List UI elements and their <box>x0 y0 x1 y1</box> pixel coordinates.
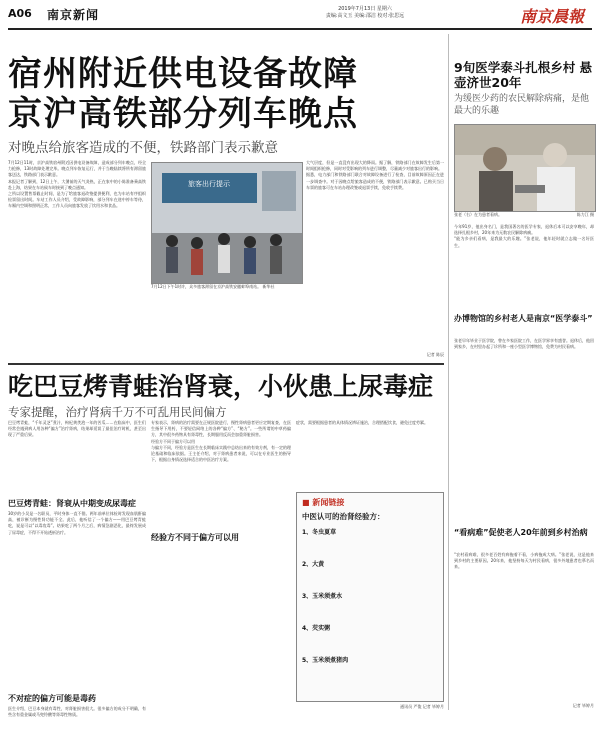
header-rule <box>8 28 592 30</box>
remedy-item: 5、玉米须煮猪肉 <box>302 657 349 664</box>
lead-body-col3: 大气层度，但是一直没有出现大的降雨。据了解，铁路部门在故障发生后第一时间组织抢修，同时对受影响的列车进行调整，尽量减少对旅客出行的影响。 据悉，电力部门和铁路部门联合对故障设备进行了检查，目前故障原因正在进一步调查中。对于因晚点给旅客造成的不便，铁路部门表示歉意。已购买当日车票的旅客可在车站办理改签或退票手续，免收手续费。 <box>306 160 444 190</box>
feature-sec3-title: 经验方不同于偏方可以用 <box>151 533 239 542</box>
photo-credit: 新华社 <box>262 284 275 289</box>
feature-sec1-title: 巴豆烤青蛙：肾衰从中期变成尿毒症 <box>8 499 136 508</box>
lead-body-col2 <box>151 298 301 358</box>
lead-byline: 记者 陈辰 <box>426 352 444 357</box>
lead-headline-2: 京沪高铁部分列车晚点 <box>8 94 358 134</box>
page-number: A06 <box>8 7 32 20</box>
lead-headline-1: 宿州附近供电设备故障 <box>8 54 358 94</box>
station-sign: 旅客出行提示 <box>188 180 230 188</box>
lead-photo-caption <box>151 284 301 290</box>
sidebar-byline: 记者 毕婷月 <box>572 703 594 708</box>
feature-intro: 巴豆烤青蛙，“千年灵芝”煮汁，枸杞黄芪泡一年的苦瓜……在临床中，医生们经常会遇到病人用各种“偏方”治疗肾病，结果却延误了最佳治疗时机，甚至出现了严重后果。 <box>8 420 146 438</box>
editor-line: 责编:高文玉 美编:邵洁 校对:张思远 <box>325 13 405 19</box>
feature-sec2-title: 不对症的偏方可能是毒药 <box>8 694 96 703</box>
feature-sec1-text: 30岁的小吴是一名职员，平时身体一直不错。两年前单位体检时发现血肌酐偏高，被诊断为慢性肾功能不全。此后，他听信了一个偏方——用巴豆烤青蛙吃，说是可以“以毒攻毒”。结果吃了两个月之后，病情急剧恶化，最终发展成了尿毒症，不得不开始透析治疗。 <box>8 511 146 535</box>
sidebar-text3: “农村看病难，很多老百姓有病拖着不看，小病拖成大病。”张老说，这是他来到乡村的主要原因。20年来，他坚持每天为村民看病，很多外地患者也慕名而来。 <box>454 552 594 570</box>
feature-col3 <box>296 420 444 710</box>
links-title: ■ 新闻链接 <box>302 498 345 507</box>
lead-photo <box>151 162 303 284</box>
remedy-item: 2、大黄 <box>302 561 325 568</box>
remedy-list <box>302 527 438 664</box>
feature-col3-text: 症状，需要根据患者的具体情况辨证施治，合理搭配饮食，避免过度劳累。 <box>296 420 428 425</box>
news-links-box <box>296 492 444 702</box>
sidebar-sec2-title: “看病难”促使老人20年前到乡村治病 <box>454 528 588 537</box>
sidebar-headline: 9旬医学泰斗扎根乡村 悬壶济世20年 <box>454 60 593 90</box>
date-line: 2019年7月13日 星期六 <box>338 6 392 12</box>
feature-col1 <box>8 420 146 734</box>
feature-byline: 通讯员 严俊 记者 毕婷月 <box>400 704 444 709</box>
newspaper-logo: 南京晨報 <box>520 7 585 26</box>
feature-col2 <box>151 420 291 695</box>
doctor-patient-image <box>455 125 595 211</box>
links-title-text: 新闻链接 <box>312 498 345 507</box>
feature-headline: 吃巴豆烤青蛙治肾衰，小伙患上尿毒症 <box>8 372 434 401</box>
photo-credit: 陈力江 摄 <box>576 212 594 217</box>
column-rule <box>448 34 449 710</box>
remedy-item: 1、冬虫夏草 <box>302 529 337 536</box>
caption-text: 张老（右）在为患者看病。 <box>454 212 502 217</box>
sidebar-photo-caption <box>454 212 594 218</box>
remedy-desc <box>302 600 438 618</box>
caption-text: 7月12日下午1时许，众多旅客滞留在京沪高铁安徽蚌埠南站。 <box>151 284 262 289</box>
lead-subhead: 对晚点给旅客造成的不便，铁路部门表示歉意 <box>8 140 278 156</box>
sidebar-photo <box>454 124 596 212</box>
remedy-desc <box>302 632 438 650</box>
section-divider <box>8 363 444 365</box>
section-title: 南京新闻 <box>47 8 100 22</box>
sidebar-subhead: 为缓医少药的农民解除病痛，是他最大的乐趣 <box>454 94 590 116</box>
remedy-desc <box>302 536 438 554</box>
remedy-desc <box>302 568 438 586</box>
remedy-item: 4、芡实粥 <box>302 625 331 632</box>
sidebar-text1: 今年91岁，他出身名门，是我国著名的医学专家，退休后本可以安享晚年，却选择扎根乡村，20年来为无数农民解除病痛。 “能为乡亲们看病，是我最大的乐趣。”张老说，他年轻时就立志做一名好医生。 <box>454 224 594 248</box>
feature-col2-text: 专家表示，肾病的治疗需要在正规医院进行，慢性肾病患者更应定期复查，在医生指导下用药，不要轻信网络上的各种“偏方”、“秘方”。一些所谓的中草药偏方，其中很多药物具有肾毒性，长期服用反而会加重肾脏损害。 经验方不同于偏方可以用 与偏方不同，经验方是医生在长期临床实践中总结出来的有效方剂，有一定的理论基础和临床依据。王主任介绍，对于肾病患者来说，可以在专业医生的指导下，根据自身情况选择适合的中医治疗方案。 <box>151 420 291 463</box>
issue-date <box>290 6 440 20</box>
sidebar-sec1-title: 办博物馆的乡村老人是南京“医学泰斗” <box>454 314 593 323</box>
lead-body-col1: 7月12日11时，京沪高铁宿州附近因供电设备故障，造成部分列车晚点，经全力抢修，13时故障处理完毕。晚点列车恢复运行，并于当晚陆续将所有滞留旅客送达，铁路部门表示歉意。 本报记者了解到，12日上午，大暑前的天气炎热，正在家中的小陈准备乘高铁赴上海，结果在车站候车时接到了晚点通知。 之所以设置售票截止时间，是为了给旅客退改签提供便利，也为车站有序组织检票留出时间。车站工作人员介绍，受故障影响，部分列车在途中停车等待，车厢内空调和照明正常，工作人员向旅客发放了饮用水和食品。 <box>8 160 146 209</box>
feature-subhead: 专家提醒，治疗肾病千万不可乱用民间偏方 <box>8 405 227 419</box>
feature-sec2-text: 医生介绍，巴豆本身就有毒性，对肾脏损害很大。很多偏方的成分不明确，有些含有重金属或马兜铃酸等肾毒性物质。 <box>8 706 146 718</box>
remedy-item: 3、玉米须煮水 <box>302 593 343 600</box>
station-crowd-image <box>152 163 302 283</box>
links-subtitle: 中医认可的治肾经验方： <box>302 512 385 521</box>
feature-col2-more <box>151 545 291 695</box>
sidebar-text2: 张老早年毕业于医学院，曾在多家医院工作，在医学界享有盛誉。退休后，他回到家乡，在村里办起了诊所和一座小型医学博物馆，免费为村民看病。 <box>454 338 594 350</box>
